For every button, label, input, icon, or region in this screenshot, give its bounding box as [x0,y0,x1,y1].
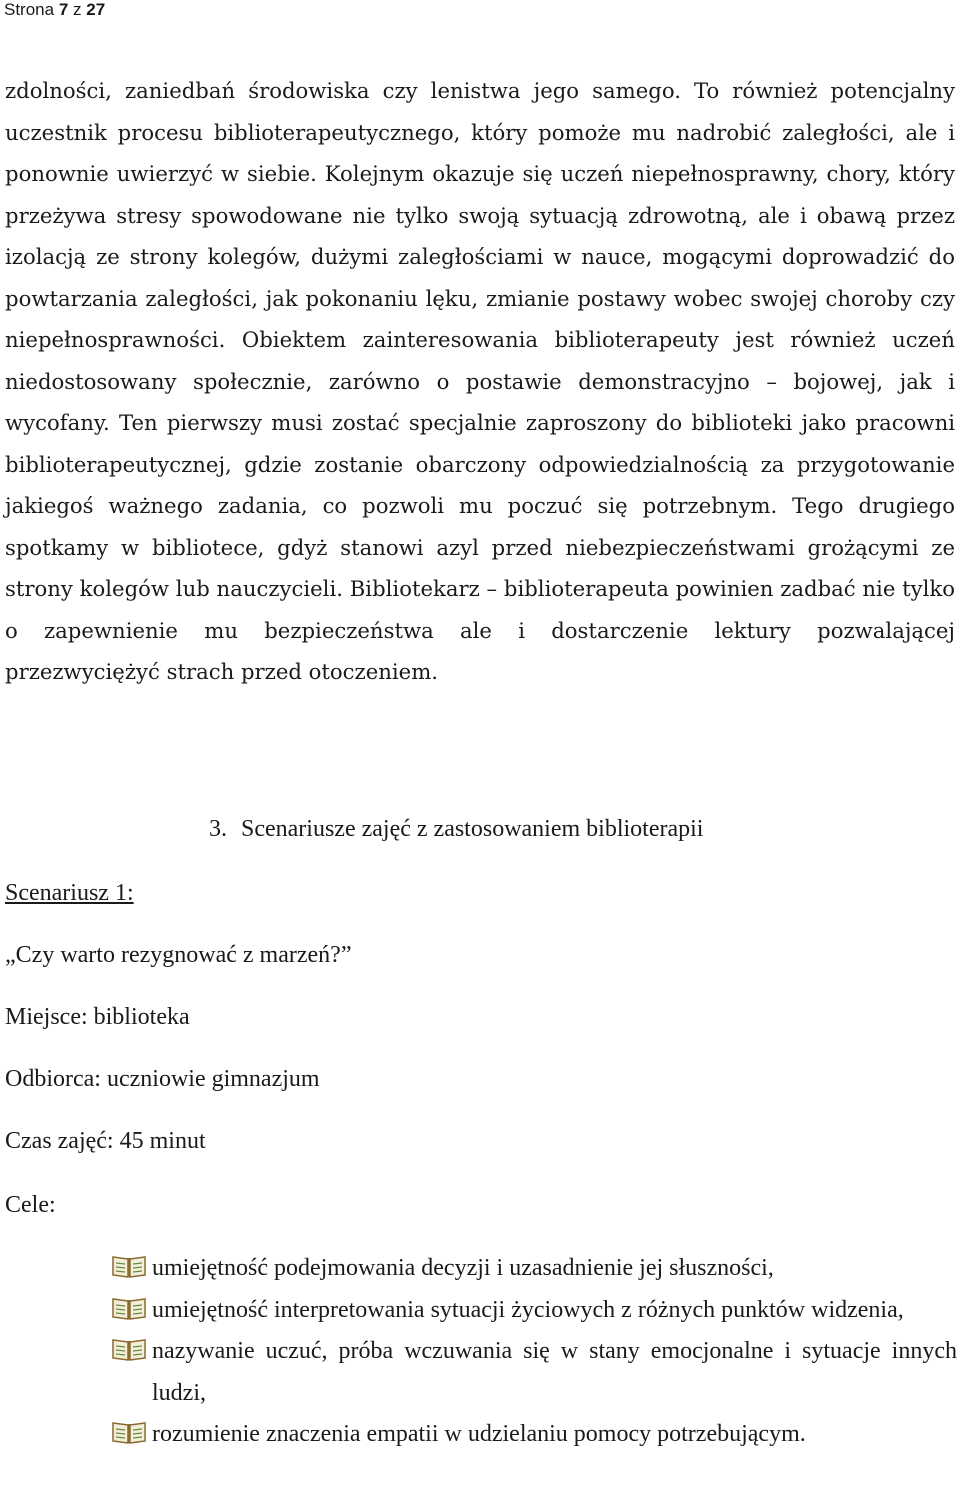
open-book-icon [112,1337,146,1361]
time-line [5,1128,206,1155]
place-label: Miejsce: [5,1004,88,1030]
open-book-icon [112,1254,146,1278]
goal-item [112,1331,957,1414]
open-book-icon [112,1420,146,1444]
section-number: 3. [209,816,227,842]
paragraph-text: zdolności, zaniedbań środowiska czy lenistwa jego samego. To również potencjalny uczestnik procesu biblioterapeutycznego, który pomoże mu nadrobić zaległości, ale i ponownie uwierzyć w siebie. Kolejnym okazuje się uczeń niepełnosprawny, chory, który przeżywa stresy spowodowane nie tylko swoją sytuacją zdrowotną, ale i obawą przez izolacją ze strony kolegów, dużymi zaległościami w nauce, mogącymi doprowadzić do powtarzania zaległości, jak pokonaniu lęku, zmianie postawy wobec swojej choroby czy niepełnosprawności. Obiektem zainteresowania biblioterapeuty jest również uczeń niedostosowany społecznie, zarówno o postawie demonstracyjno – bojowej, jak i wycofany. Ten pierwszy musi zostać specjalnie zaproszony do biblioteki jako pracowni biblioterapeutycznej, gdzie zostanie obarczony odpowiedzialnością za przygotowanie jakiegoś ważnego zadania, co pozwoli mu poczuć się potrzebnym. Tego drugiego spotkamy w bibliotece, gdyż stanowi azyl przed niebezpieczeństwami grożącymi ze strony kolegów lub nauczycieli. Bibliotekarz – biblioterapeuta powinien zadbać nie tylko o zapewnienie mu bezpieczeństwa ale i dostarczenie lektury pozwalającej przezwyciężyć strach przed otoczeniem. [5,78,955,684]
scenario-title: „Czy warto rezygnować z marzeń?” [5,942,352,968]
page-header [4,0,105,20]
goal-text: umiejętność podejmowania decyzji i uzasadnienie jej słuszności, [152,1255,774,1281]
goal-text: rozumienie znaczenia empatii w udzielaniu pomocy potrzebującym. [152,1421,806,1447]
audience-value: uczniowie gimnazjum [100,1066,320,1092]
goals-list [112,1248,957,1456]
goal-text: umiejętność interpretowania sytuacji życiowych z różnych punktów widzenia, [152,1296,904,1323]
time-value: 45 minut [113,1128,206,1154]
place-value: biblioteka [87,1004,190,1030]
goal-item [112,1414,957,1456]
page-total: 27 [86,0,106,19]
page-number: 7 [58,0,69,19]
goal-item [112,1290,957,1332]
audience-line [5,1066,320,1093]
page-header-prefix: Strona [4,0,59,19]
section-title: Scenariusze zajęć z zastosowaniem biblioterapii [241,816,704,842]
scenario-label: Scenariusz 1: [5,880,134,906]
page-header-sep: z [68,0,87,19]
open-book-icon [112,1296,146,1320]
goal-item [112,1248,957,1290]
audience-label: Odbiorca: [5,1066,101,1092]
goal-text: nazywanie uczuć, próba wczuwania się w stany emocjonalne i sytuacje innych ludzi, [152,1338,957,1406]
section-heading [209,816,703,843]
goals-label: Cele: [5,1192,56,1218]
time-label: Czas zajęć: [5,1128,114,1154]
place-line [5,1004,190,1031]
body-paragraph [5,70,955,693]
